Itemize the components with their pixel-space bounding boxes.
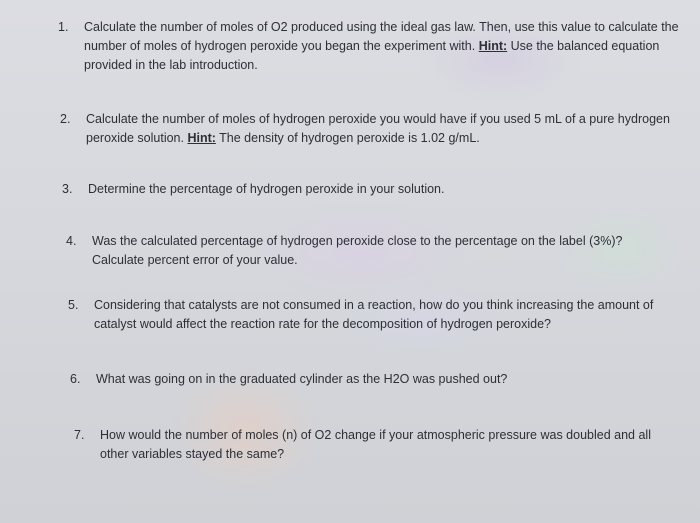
question-7 [74, 426, 674, 464]
question-text-part: Use the balanced equation provided in the lab introduction. [84, 39, 660, 72]
question-text: What was going on in the graduated cylinder as the H2O was pushed out? [96, 372, 508, 386]
question-6 [70, 370, 670, 389]
question-2 [60, 110, 682, 148]
question-number: 4. [66, 234, 77, 248]
question-text: Determine the percentage of hydrogen peroxide in your solution. [88, 182, 445, 196]
question-5 [68, 296, 680, 334]
question-number: 1. [58, 20, 69, 34]
question-3 [62, 180, 672, 199]
question-text: Was the calculated percentage of hydrogen peroxide close to the percentage on the label (3%)? Calculate percent error of your value. [92, 234, 623, 267]
question-text-part: Calculate the number of moles of hydrogen peroxide you would have if you used 5 mL of a pure hydrogen peroxide solution. [86, 112, 670, 145]
hint-label: Hint: [478, 39, 508, 53]
question-1 [58, 18, 683, 75]
question-text [86, 110, 682, 148]
question-text-part: Calculate the number of moles of O2 produced using the ideal gas law. Then, use this value to calculate the number of moles of hydrogen peroxide you began the experiment with. [84, 20, 679, 53]
question-text: Considering that catalysts are not consumed in a reaction, how do you think increasing the amount of catalyst would affect the reaction rate for the decomposition of hydrogen peroxide? [94, 298, 654, 331]
question-4 [66, 232, 678, 270]
question-text: How would the number of moles (n) of O2 change if your atmospheric pressure was doubled and all other variables stayed the same? [100, 428, 651, 461]
question-text-part: The density of hydrogen peroxide is 1.02 g/mL. [215, 131, 480, 145]
question-number: 2. [60, 112, 71, 126]
question-number: 7. [74, 428, 85, 442]
question-number: 5. [68, 298, 79, 312]
hint-label: Hint: [187, 131, 216, 145]
question-number: 3. [62, 182, 73, 196]
question-number: 6. [70, 372, 81, 386]
question-text [84, 18, 683, 75]
